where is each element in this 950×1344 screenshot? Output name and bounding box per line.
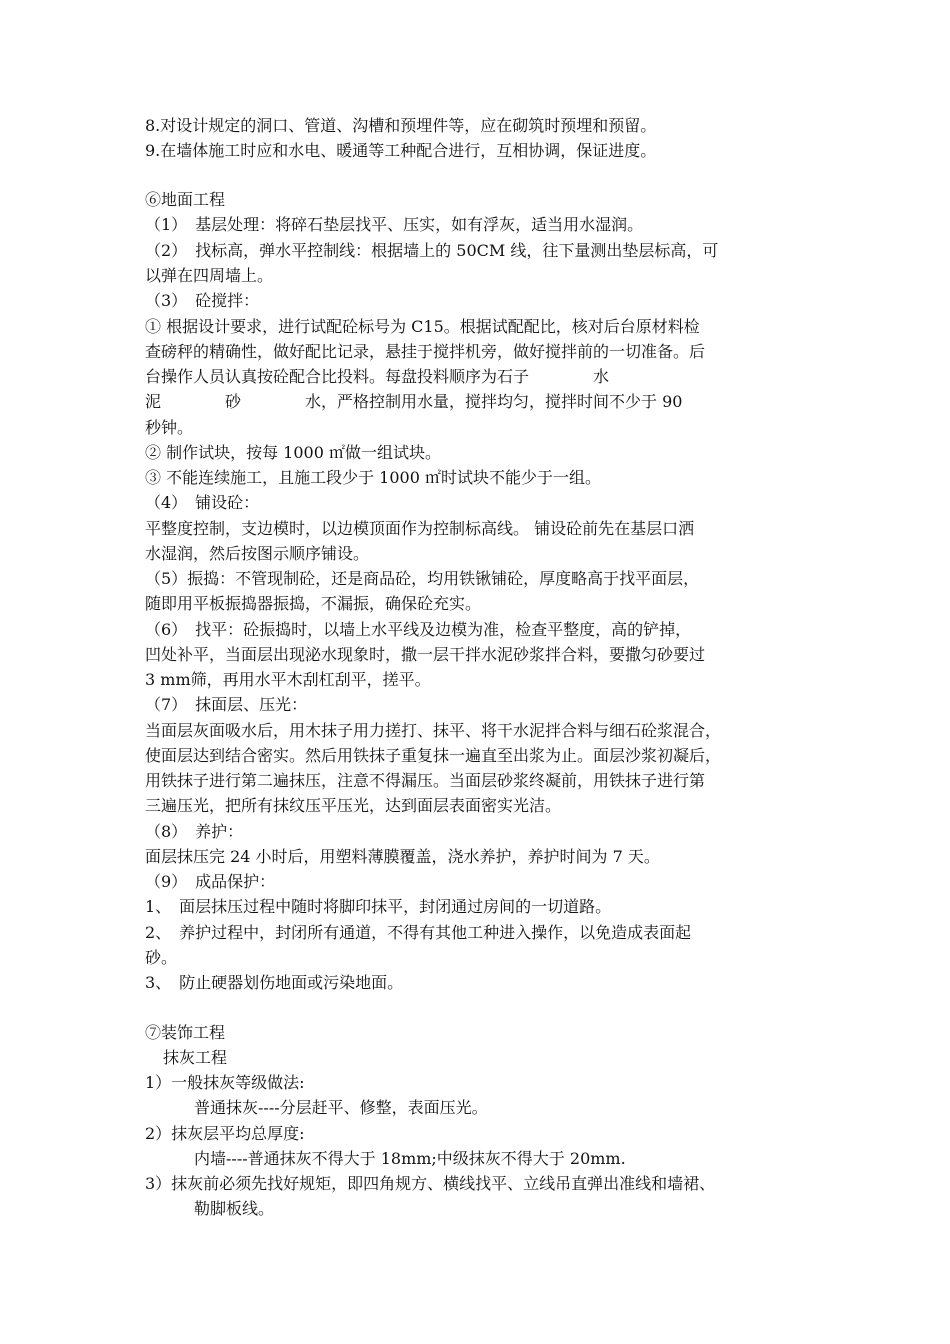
text-line: 砂。 bbox=[145, 948, 178, 967]
text-line: 9.在墙体施工时应和水电、暖通等工种配合进行，互相协调，保证进度。 bbox=[145, 141, 657, 160]
text-line: 当面层灰面吸水后，用木抹子用力搓打、抹平、将干水泥拌合料与细石砼浆混合， bbox=[145, 721, 722, 740]
text-line: 3）抹灰前必须先找好规矩，即四角规方、横线找平、立线吊直弹出准线和墙裙、 bbox=[145, 1174, 716, 1193]
subheading: （4） 铺设砼： bbox=[145, 493, 260, 512]
text-line: （6） 找平：砼振捣时，以墙上水平线及边模为准，检查平整度，高的铲掉， bbox=[145, 620, 692, 639]
subheading: 抹灰工程 bbox=[163, 1048, 228, 1067]
text-line: 使面层达到结合密实。然后用铁抹子重复抹一遍直至出浆为止。面层沙浆初凝后， bbox=[145, 746, 722, 765]
text-line: 以弹在四周墙上。 bbox=[145, 266, 274, 285]
text-line: 勒脚板线。 bbox=[194, 1199, 275, 1218]
text-line: 用铁抹子进行第二遍抹压，注意不得漏压。当面层砂浆终凝前，用铁抹子进行第 bbox=[145, 771, 706, 790]
text-line: 8.对设计规定的洞口、管道、沟槽和预埋件等，应在砌筑时预埋和预留。 bbox=[145, 116, 657, 135]
text-line: 2）抹灰层平均总厚度: bbox=[145, 1124, 305, 1143]
text-line: 秒钟。 bbox=[145, 418, 194, 437]
text-line: 1、 面层抹压过程中随时将脚印抹平，封闭通过房间的一切道路。 bbox=[145, 897, 612, 916]
text-line: （1） 基层处理：将碎石垫层找平、压实，如有浮灰，适当用水湿润。 bbox=[145, 215, 644, 234]
text-line: ② 制作试块，按每 1000 ㎡做一组试块。 bbox=[145, 443, 441, 462]
text-line: 台操作人员认真按砼配合比投料。每盘投料顺序为石子 水 bbox=[145, 367, 610, 386]
text-line: 平整度控制，支边模时，以边模顶面作为控制标高线。 铺设砼前先在基层口洒 bbox=[145, 519, 695, 538]
text-line: 3 mm筛，再用水平木刮杠刮平，搓平。 bbox=[145, 670, 431, 689]
text-line: ① 根据设计要求，进行试配砼标号为 C15。根据试配配比，核对后台原材料检 bbox=[145, 317, 700, 336]
text-line: 1）一般抹灰等级做法: bbox=[145, 1073, 305, 1092]
text-line: 2、 养护过程中，封闭所有通道，不得有其他工种进入操作，以免造成表面起 bbox=[145, 923, 692, 942]
text-line: 水湿润，然后按图示顺序铺设。 bbox=[145, 544, 370, 563]
text-line: 泥 砂 水，严格控制用水量，搅拌均匀，搅拌时间不少于 90 bbox=[145, 392, 683, 411]
text-line: 面层抹压完 24 小时后，用塑料薄膜覆盖，浇水养护，养护时间为 7 天。 bbox=[145, 847, 660, 866]
text-line: （5）振捣：不管现制砼，还是商品砼，均用铁锹铺砼，厚度略高于找平面层， bbox=[145, 569, 700, 588]
text-line: 3、 防止硬器划伤地面或污染地面。 bbox=[145, 973, 404, 992]
subheading: （9） 成品保护： bbox=[145, 872, 276, 891]
section-heading: ⑦装饰工程 bbox=[145, 1023, 226, 1042]
text-line: 三遍压光，把所有抹纹压平压光，达到面层表面密实光洁。 bbox=[145, 796, 562, 815]
section-heading: ⑥地面工程 bbox=[145, 190, 226, 209]
text-line: （2） 找标高，弹水平控制线：根据墙上的 50CM 线，往下量测出垫层标高，可 bbox=[145, 241, 719, 260]
text-line: 凹处补平，当面层出现泌水现象时，撒一层干拌水泥砂浆拌合料，要撒匀砂要过 bbox=[145, 645, 706, 664]
subheading: （3） 砼搅拌： bbox=[145, 291, 260, 310]
subheading: （8） 养护： bbox=[145, 822, 244, 841]
text-line: 内墙----普通抹灰不得大于 18mm;中级抹灰不得大于 20mm. bbox=[194, 1149, 626, 1168]
text-line: 随即用平板振捣器振捣，不漏振，确保砼充实。 bbox=[145, 594, 482, 613]
text-line: ③ 不能连续施工，且施工段少于 1000 ㎡时试块不能少于一组。 bbox=[145, 468, 601, 487]
text-line: 查磅秤的精确性，做好配比记录，悬挂于搅拌机旁，做好搅拌前的一切准备。后 bbox=[145, 342, 706, 361]
text-line: 普通抹灰----分层赶平、修整，表面压光。 bbox=[194, 1098, 488, 1117]
subheading: （7） 抹面层、压光： bbox=[145, 695, 308, 714]
